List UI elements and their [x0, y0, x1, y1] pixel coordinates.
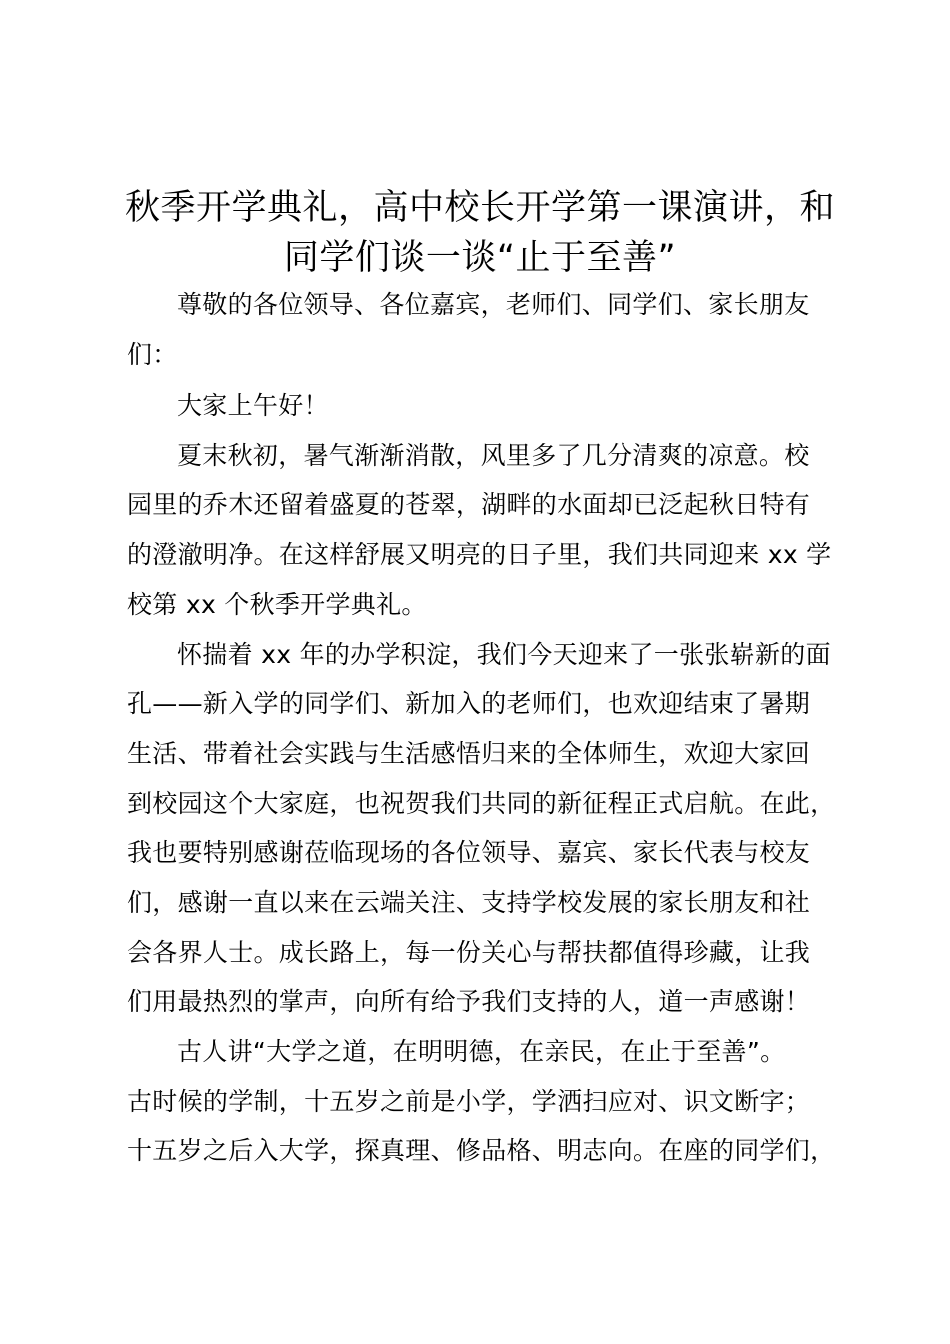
- document-title-line-1: 秋季开学典礼，高中校长开学第一课演讲，和: [124, 188, 835, 228]
- paragraph-line: 会各界人士。成长路上，每一份关心与帮扶都值得珍藏，让我: [127, 938, 811, 967]
- greeting-line: 大家上午好！: [177, 391, 329, 420]
- document-title-line-2: 同学们谈一谈“止于至善”: [283, 238, 677, 278]
- paragraph-line: 校第 xx 个秋季开学典礼。: [127, 590, 427, 619]
- paragraph-line: 孔——新入学的同学们、新加入的老师们，也欢迎结束了暑期: [127, 689, 811, 718]
- salutation-line-2: 们：: [127, 340, 178, 369]
- paragraph-line: 我也要特别感谢莅临现场的各位领导、嘉宾、家长代表与校友: [127, 838, 811, 867]
- paragraph-line: 到校园这个大家庭，也祝贺我们共同的新征程正式启航。在此，: [127, 789, 836, 818]
- paragraph-line: 们用最热烈的掌声，向所有给予我们支持的人，道一声感谢！: [127, 987, 811, 1016]
- paragraph-line: 古人讲“大学之道，在明明德，在亲民，在止于至善”。: [177, 1037, 786, 1066]
- paragraph-line: 的澄澈明净。在这样舒展又明亮的日子里，我们共同迎来 xx 学: [127, 540, 832, 569]
- paragraph-line: 园里的乔木还留着盛夏的苍翠，湖畔的水面却已泛起秋日特有: [127, 490, 811, 519]
- paragraph-line: 生活、带着社会实践与生活感悟归来的全体师生，欢迎大家回: [127, 739, 811, 768]
- paragraph-line: 十五岁之后入大学，探真理、修品格、明志向。在座的同学们，: [127, 1136, 836, 1165]
- paragraph-line: 夏末秋初，暑气渐渐消散，风里多了几分清爽的凉意。校: [177, 441, 810, 470]
- paragraph-line: 怀揣着 xx 年的办学积淀，我们今天迎来了一张张崭新的面: [177, 640, 831, 669]
- paragraph-line: 们，感谢一直以来在云端关注、支持学校发展的家长朋友和社: [127, 888, 811, 917]
- salutation-line-1: 尊敬的各位领导、各位嘉宾，老师们、同学们、家长朋友: [177, 290, 810, 319]
- paragraph-line: 古时候的学制，十五岁之前是小学，学洒扫应对、识文断字；: [127, 1087, 811, 1116]
